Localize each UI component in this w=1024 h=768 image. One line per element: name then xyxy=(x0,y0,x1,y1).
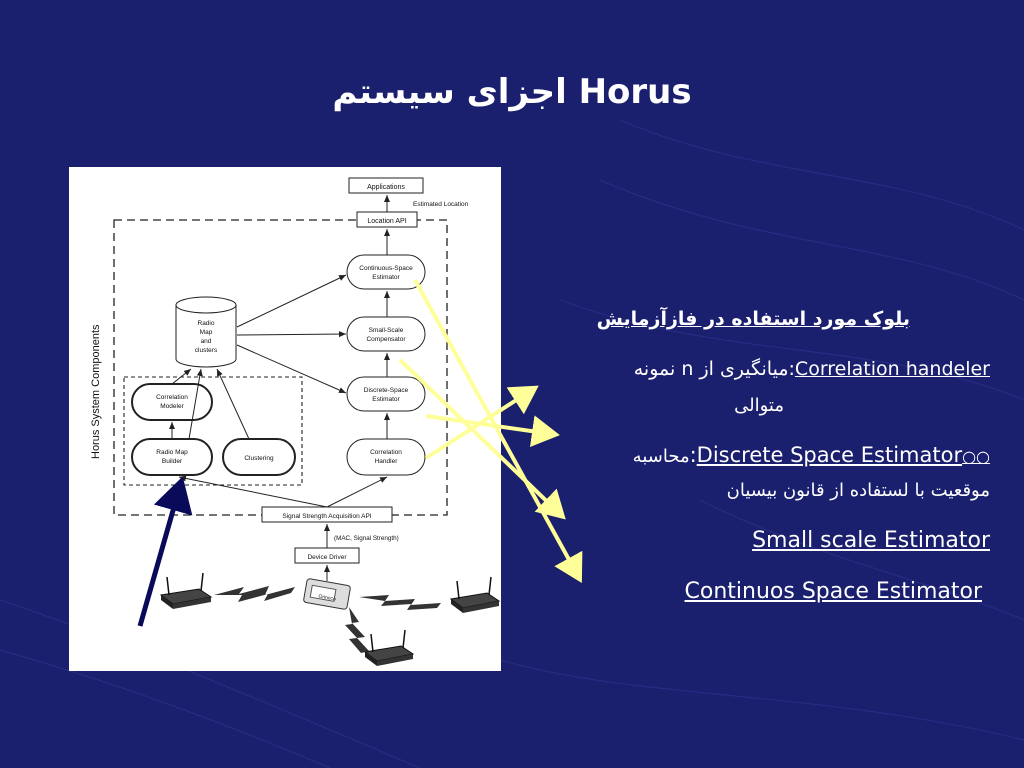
correlation-colon: : xyxy=(788,358,795,380)
correlation-handeler-term: Correlation handeler xyxy=(794,358,990,380)
small-scale-compensator-line1: Small-Scale xyxy=(368,327,404,334)
radio-map-builder-line1: Radio Map xyxy=(156,449,188,456)
small-scale-compensator-line2: Compensator xyxy=(366,336,406,343)
access-point-icon-left xyxy=(161,573,211,609)
correlation-modeler-line2: Modeler xyxy=(160,403,184,410)
discrete-rtl-suffix: محاسبه xyxy=(632,446,690,467)
signal-strength-api-box: Signal Strength Acquisition API xyxy=(282,513,372,520)
discrete-space-estimator-line1: Discrete-Space xyxy=(363,387,409,394)
continuous-space-estimator-term: Continuos Space Estimator xyxy=(684,579,982,604)
applications-box: Applications xyxy=(367,184,405,191)
correlation-modeler-line1: Correlation xyxy=(156,394,188,401)
correlation-handler-line2: Handler xyxy=(374,458,398,465)
correlation-rtl-prefix: میانگیری از n نمونه xyxy=(633,358,789,380)
device-driver-box: Device Driver xyxy=(307,554,347,561)
card-label: Orinoco xyxy=(317,593,337,603)
estimated-location-label: Estimated Location xyxy=(413,201,469,208)
discrete-colon: : xyxy=(689,443,697,467)
discrete-space-estimator-term: Discrete Space Estimator xyxy=(696,443,963,467)
location-api-box: Location API xyxy=(367,218,407,225)
radio-map-db-line4: clusters xyxy=(194,347,218,354)
wireless-card-icon xyxy=(303,578,350,609)
mac-signal-label: (MAC, Signal Strength) xyxy=(334,535,399,542)
access-point-icon-bottom xyxy=(365,630,413,666)
radio-map-db-line1: Radio xyxy=(197,320,215,327)
vertical-label: Horus System Components xyxy=(90,324,102,459)
discrete-space-estimator-line2: Estimator xyxy=(372,396,400,403)
item-correlation-handler xyxy=(634,358,990,380)
access-point-icon-right xyxy=(451,577,499,613)
section-heading: بلوک مورد استفاده در فازآزمایش xyxy=(596,308,910,330)
correlation-continuation: متوالی xyxy=(734,395,784,416)
horus-architecture-diagram xyxy=(69,167,501,671)
continuous-space-estimator-line1: Continuous-Space xyxy=(359,265,413,272)
continuous-space-estimator-line2: Estimator xyxy=(372,274,400,281)
radio-map-db-line2: Map xyxy=(199,329,213,336)
item-discrete-space xyxy=(633,443,990,467)
correlation-handler-line1: Correlation xyxy=(370,449,402,456)
page-title: اجزای سیستم Horus xyxy=(332,72,692,112)
clustering-box: Clustering xyxy=(244,455,274,462)
discrete-continuation: موقعیت با لستفاده از قانون بیسیان xyxy=(726,480,990,501)
discrete-bullet: ○○ xyxy=(962,447,990,466)
radio-map-db-line3: and xyxy=(200,338,212,345)
radio-map-builder-line2: Builder xyxy=(161,458,183,465)
small-scale-estimator-term: Small scale Estimator xyxy=(752,528,990,553)
